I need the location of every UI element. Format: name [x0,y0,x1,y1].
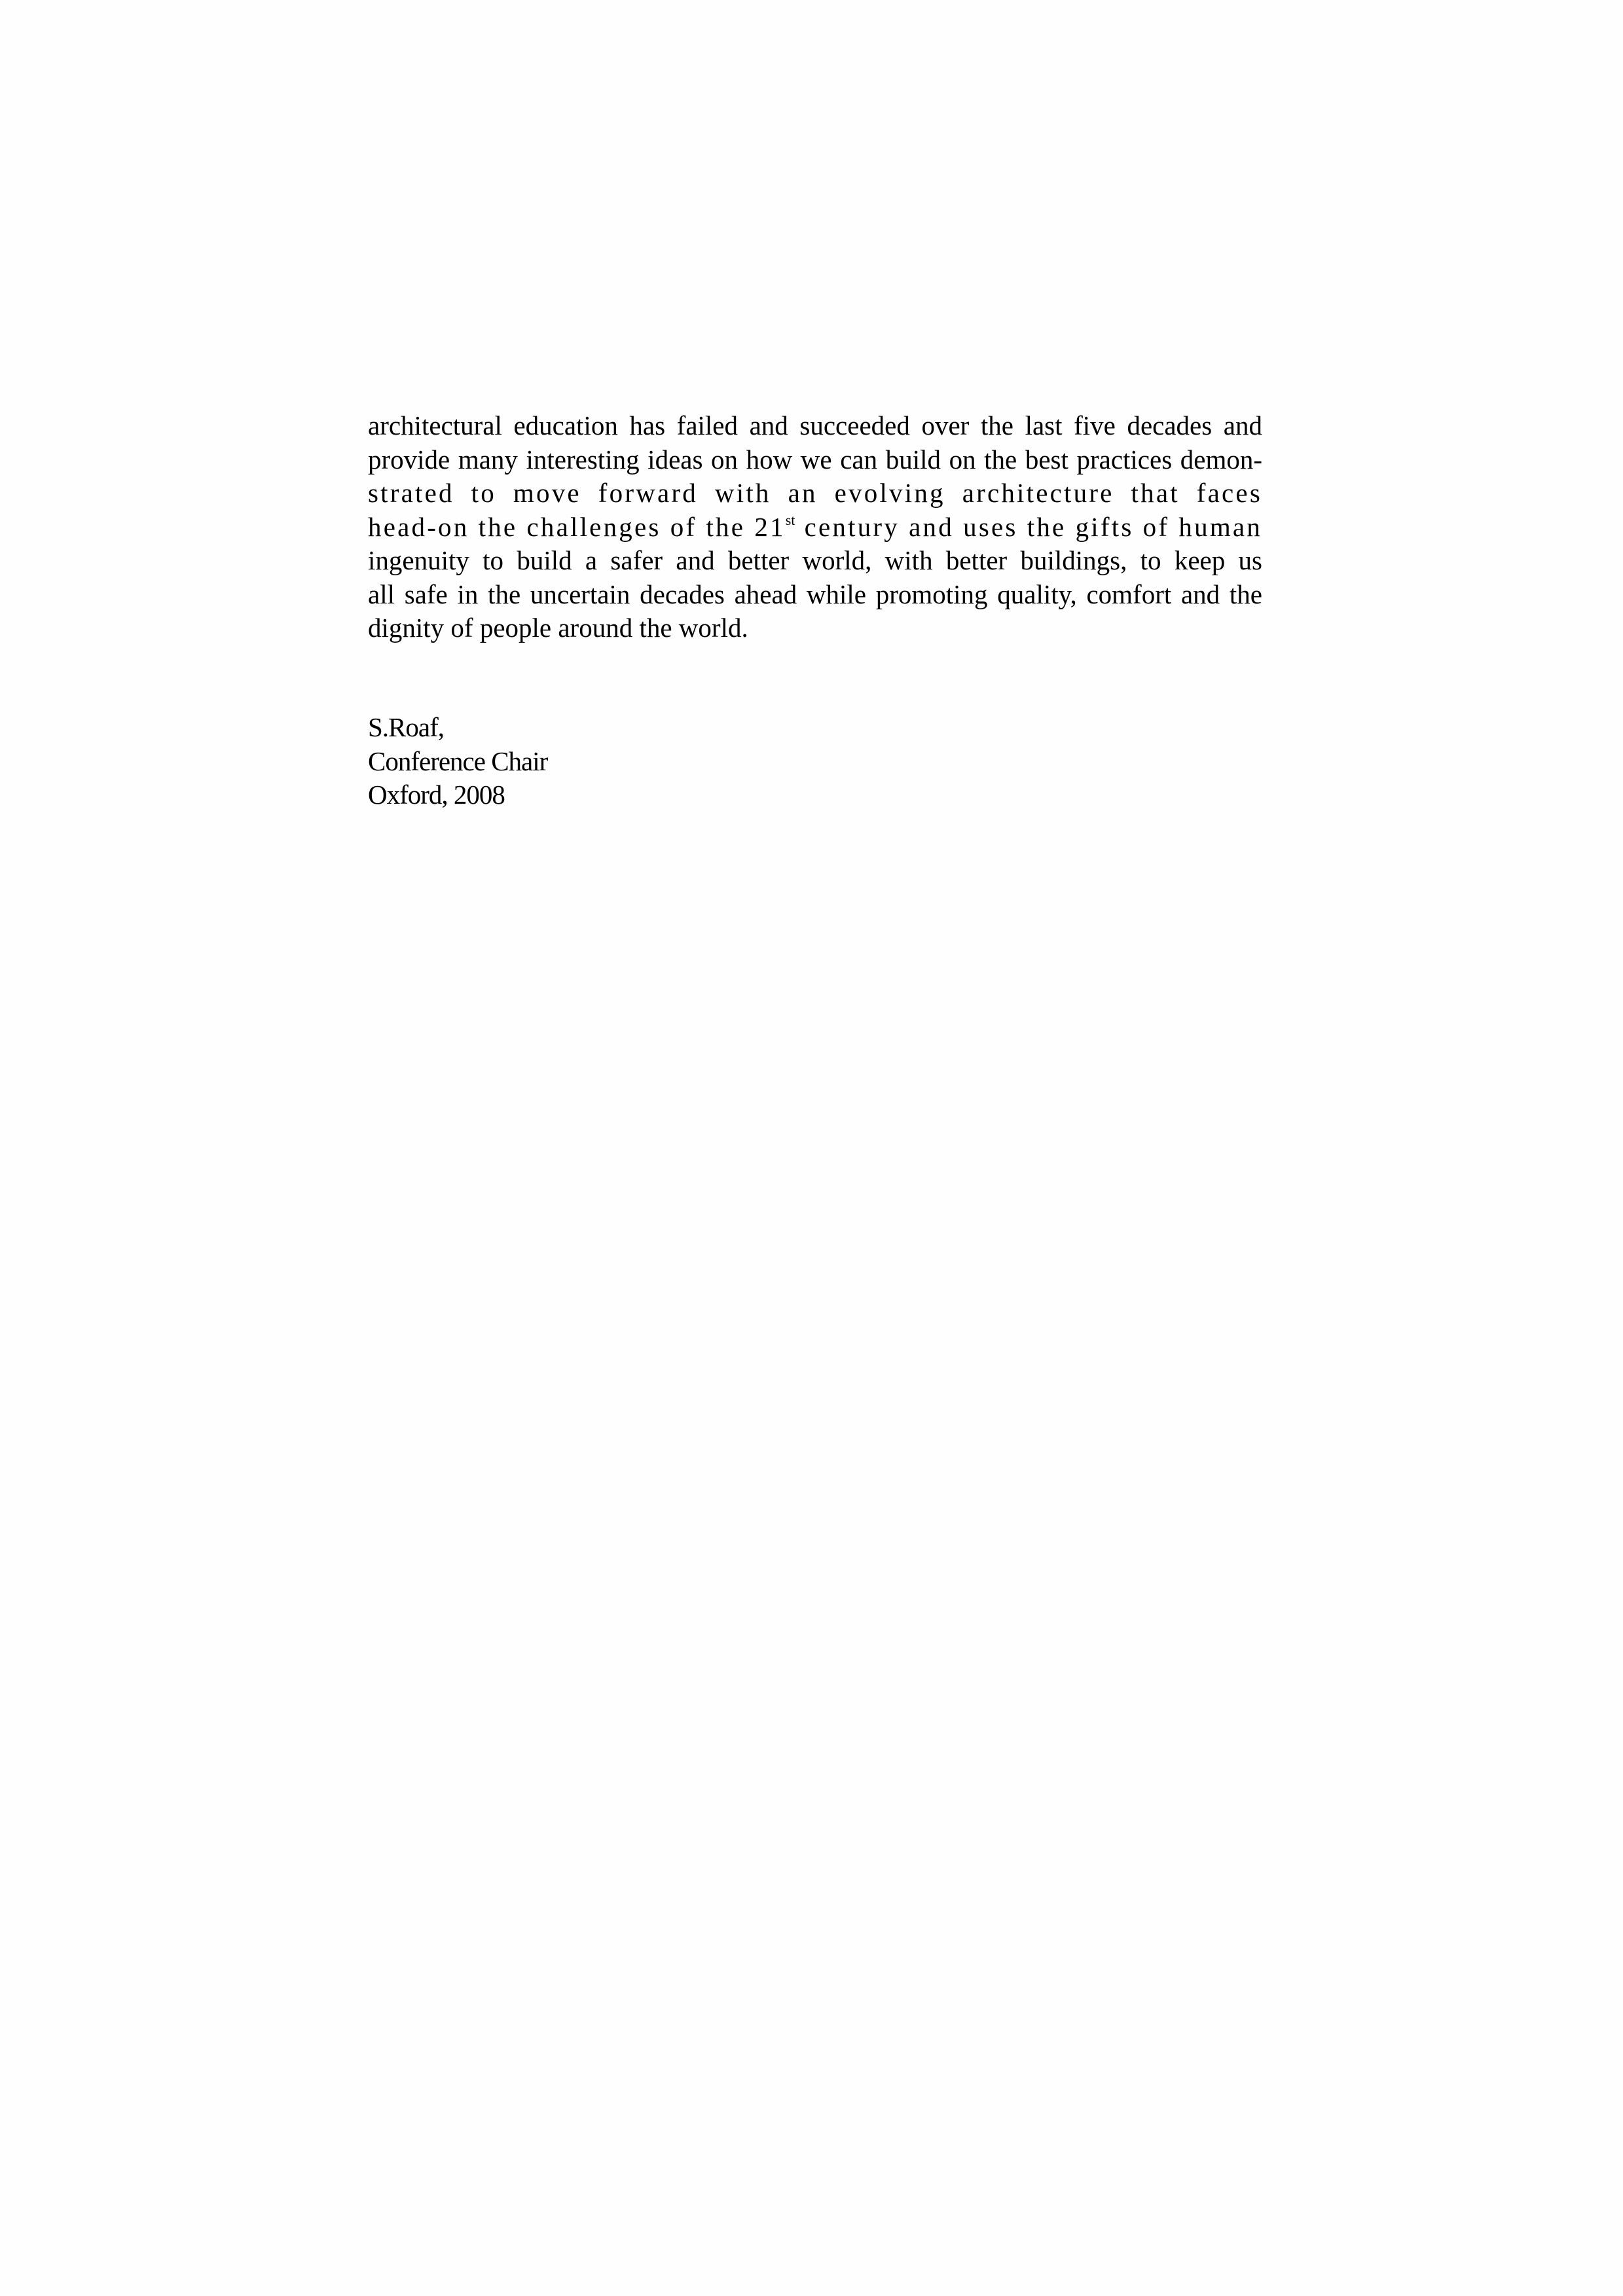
paragraph-text: century and uses the gifts of human [795,511,1263,542]
paragraph-line: all safe in the uncertain decades ahead while promoting quality, comfort and the [368,579,1262,609]
paragraph-line: dignity of people around the world. [368,613,748,643]
paragraph-line: ingenuity to build a safer and better world, with better buildings, to keep us [368,545,1262,575]
signature-place-date: Oxford, 2008 [368,780,505,810]
signatory-role: Conference Chair [368,745,548,776]
ordinal-superscript: st [785,511,795,528]
paragraph-line: provide many interesting ideas on how we can build on the best practices demon- [368,444,1262,475]
paragraph-line: architectural education has failed and succeeded over the last five decades and [368,410,1262,440]
paragraph-line-with-superscript [368,511,1262,545]
signatory-name: S.Roaf, [368,712,444,742]
paragraph-text: head-on the challenges of the 21 [368,511,786,542]
closing-paragraph [368,409,1262,645]
signature-block [368,711,547,812]
paragraph-line: strated to move forward with an evolving architecture that faces [368,478,1262,508]
